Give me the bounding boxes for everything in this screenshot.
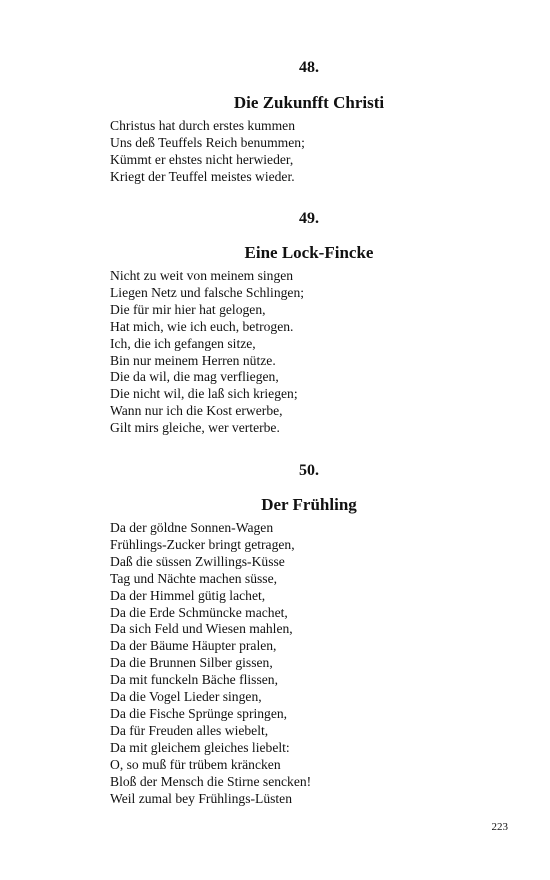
- poem-line: Da der göldne Sonnen-Wagen: [110, 520, 274, 535]
- poem-line: Gilt mirs gleiche, wer verterbe.: [110, 420, 280, 436]
- poem-line: O, so muß für trübem kräncken: [110, 756, 281, 772]
- poem-line: Bloß der Mensch die Stirne sencken!: [110, 773, 312, 789]
- poem-line: Tag und Nächte machen süsse,: [110, 570, 278, 586]
- poem-title: Eine Lock-Fincke: [244, 243, 374, 262]
- page-number: 223: [491, 821, 508, 833]
- poem-line: Kriegt der Teuffel meistes wieder.: [110, 168, 295, 184]
- poem-number: 49.: [299, 210, 319, 227]
- poem-line: Da mit funckeln Bäche flissen,: [110, 672, 278, 688]
- poem-title: Die Zukunfft Christi: [233, 93, 385, 112]
- poem-stanza: [110, 268, 510, 437]
- poem-line: Wann nur ich die Kost erwerbe,: [110, 403, 283, 419]
- poem-line: Christus hat durch erstes kummen: [110, 118, 295, 133]
- poem-line: Hat mich, wie ich euch, betrogen.: [110, 318, 294, 334]
- poem-line: Liegen Netz und falsche Schlingen;: [110, 284, 305, 300]
- poem-line: Die für mir hier hat gelogen,: [110, 301, 266, 317]
- poem-line: Da der Bäume Häupter pralen,: [110, 638, 277, 654]
- poem-line: Da der Himmel gütig lachet,: [110, 587, 266, 603]
- poem-number: 48.: [299, 59, 319, 76]
- poem-line: Die nicht wil, die laß sich kriegen;: [110, 386, 298, 402]
- poem-line: Da die Brunnen Silber gissen,: [110, 655, 273, 671]
- poem-line: Da die Fische Sprünge springen,: [110, 705, 288, 721]
- poem-line: Da für Freuden alles wiebelt,: [110, 722, 269, 738]
- poem-line: Da die Erde Schmüncke machet,: [110, 604, 288, 620]
- poem-line: Da mit gleichem gleiches liebelt:: [110, 739, 290, 755]
- poem-title: Der Frühling: [261, 495, 357, 514]
- poem-line: Da die Vogel Lieder singen,: [110, 689, 262, 705]
- poem-line: Die da wil, die mag verfliegen,: [110, 369, 279, 385]
- poem-line: Nicht zu weit von meinem singen: [110, 268, 294, 283]
- poem-number: 50.: [299, 462, 319, 479]
- poem-line: Daß die süssen Zwillings-Küsse: [110, 553, 285, 569]
- poem-line: Frühlings-Zucker bringt getragen,: [110, 536, 295, 552]
- poem-line: Weil zumal bey Frühlings-Lüsten: [110, 790, 293, 806]
- poem-line: Da sich Feld und Wiesen mahlen,: [110, 621, 293, 637]
- poem-stanza: [110, 520, 510, 807]
- poem-stanza: [110, 118, 510, 186]
- poem-line: Uns deß Teuffels Reich benummen;: [110, 134, 305, 150]
- poem-line: Kümmt er ehstes nicht herwieder,: [110, 151, 294, 167]
- poem-line: Ich, die ich gefangen sitze,: [110, 335, 256, 351]
- poem-line: Bin nur meinem Herren nütze.: [110, 352, 276, 368]
